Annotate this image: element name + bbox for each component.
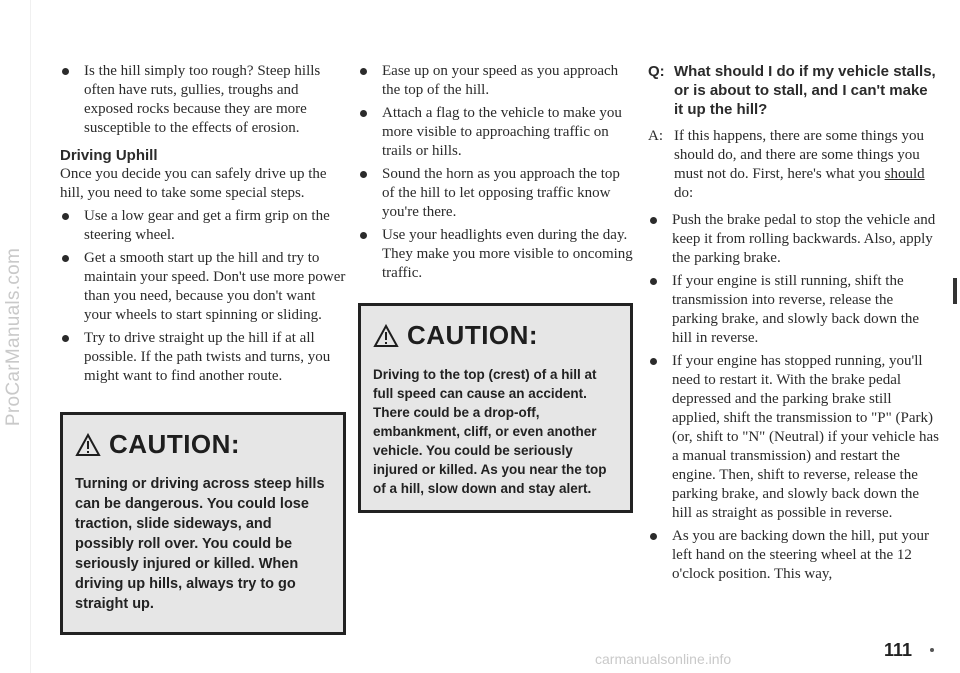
page-dot [930,648,934,652]
caution-text: Turning or driving across steep hills can be dangerous. You could lose traction, slide sideways, and possibly roll over. You could be seriously injured or killed. When driving up hills, always try to go straight up. [75,476,325,612]
question-label: Q: [648,63,665,80]
list-item: If your engine has stopped running, you'll need to restart it. With the brake pedal depressed and the parking brake still applied, shift the transmission to "P" (Park) (or, shift to "N" (Neutral) if your vehicle has a manual transmission) and restart the engine. Then, shift to reverse, release the parking brake, and slowly back down the hill as straight as possible in reverse. [648,352,940,523]
list-item: Try to drive straight up the hill if at all possible. If the path twists and turns, you might want to find another route. [60,329,346,386]
caution-header [373,320,618,351]
side-watermark [0,0,28,673]
list-item: Is the hill simply too rough? Steep hills often have ruts, gullies, troughs and exposed rocks because they are more susceptible to the effects of erosion. [60,62,346,138]
list-item: Get a smooth start up the hill and try to maintain your speed. Don't use more power than you need, because you don't want your wheels to start spinning or sliding. [60,249,346,325]
question-block [648,62,940,119]
warning-triangle-icon [373,324,399,348]
list-item: As you are backing down the hill, put your left hand on the steering wheel at the 12 o'clock position. This way, [648,527,940,584]
list-item: Use a low gear and get a firm grip on the steering wheel. [60,207,346,245]
footer-watermark: carmanualsonline.info [595,651,732,667]
caution-title: CAUTION: [109,429,241,459]
caution-text: Driving to the top (crest) of a hill at full speed can cause an accident. There could be a drop-off, embankment, cliff, or even another vehicle. You could be seriously injured or killed. As you near the top of a hill, slow down and stay alert. [373,367,607,496]
answer-text-start: If this happens, there are some things you should do, and there are some things you must not do. First, here's what you [674,128,924,182]
bullet-list [60,207,346,386]
list-item: Use your headlights even during the day. They make you more visible to oncoming traffic. [358,226,633,283]
caution-title: CAUTION: [407,320,539,350]
question-text: What should I do if my vehicle stalls, or is about to stall, and I can't make it up the hill? [674,63,936,118]
caution-box [60,412,346,635]
answer-emphasis: should [884,166,925,182]
list-item: If your engine is still running, shift the transmission into reverse, release the parking brake, and slowly back down the hill in reverse. [648,272,940,348]
warning-triangle-icon [75,433,101,457]
list-item: Ease up on your speed as you approach the top of the hill. [358,62,633,100]
column-right [648,62,940,588]
answer-label: A: [648,128,663,144]
list-item: Attach a flag to the vehicle to make you more visible to approaching traffic on trails or hills. [358,104,633,161]
intro-paragraph: Once you decide you can safely drive up the hill, you need to take some special steps. [60,166,327,201]
column-middle [358,62,633,513]
list-item: Push the brake pedal to stop the vehicle and keep it from rolling backwards. Also, apply the parking brake. [648,211,940,268]
list-item: Sound the horn as you approach the top of the hill to let opposing traffic know you're there. [358,165,633,222]
answer-text-end: do: [674,185,694,201]
side-watermark-text: ProCarManuals.com [3,247,24,426]
bullet-list [648,211,940,584]
answer-block [648,127,940,203]
edge-tab-marker [953,278,957,304]
caution-header [75,429,331,460]
section-heading: Driving Uphill [60,147,158,164]
bullet-list-top [60,62,346,138]
bullet-list [358,62,633,283]
answer-text [674,127,940,203]
caution-box [358,303,633,513]
page-edge [30,0,31,673]
page-number: 111 [884,640,913,660]
column-left [60,62,346,635]
